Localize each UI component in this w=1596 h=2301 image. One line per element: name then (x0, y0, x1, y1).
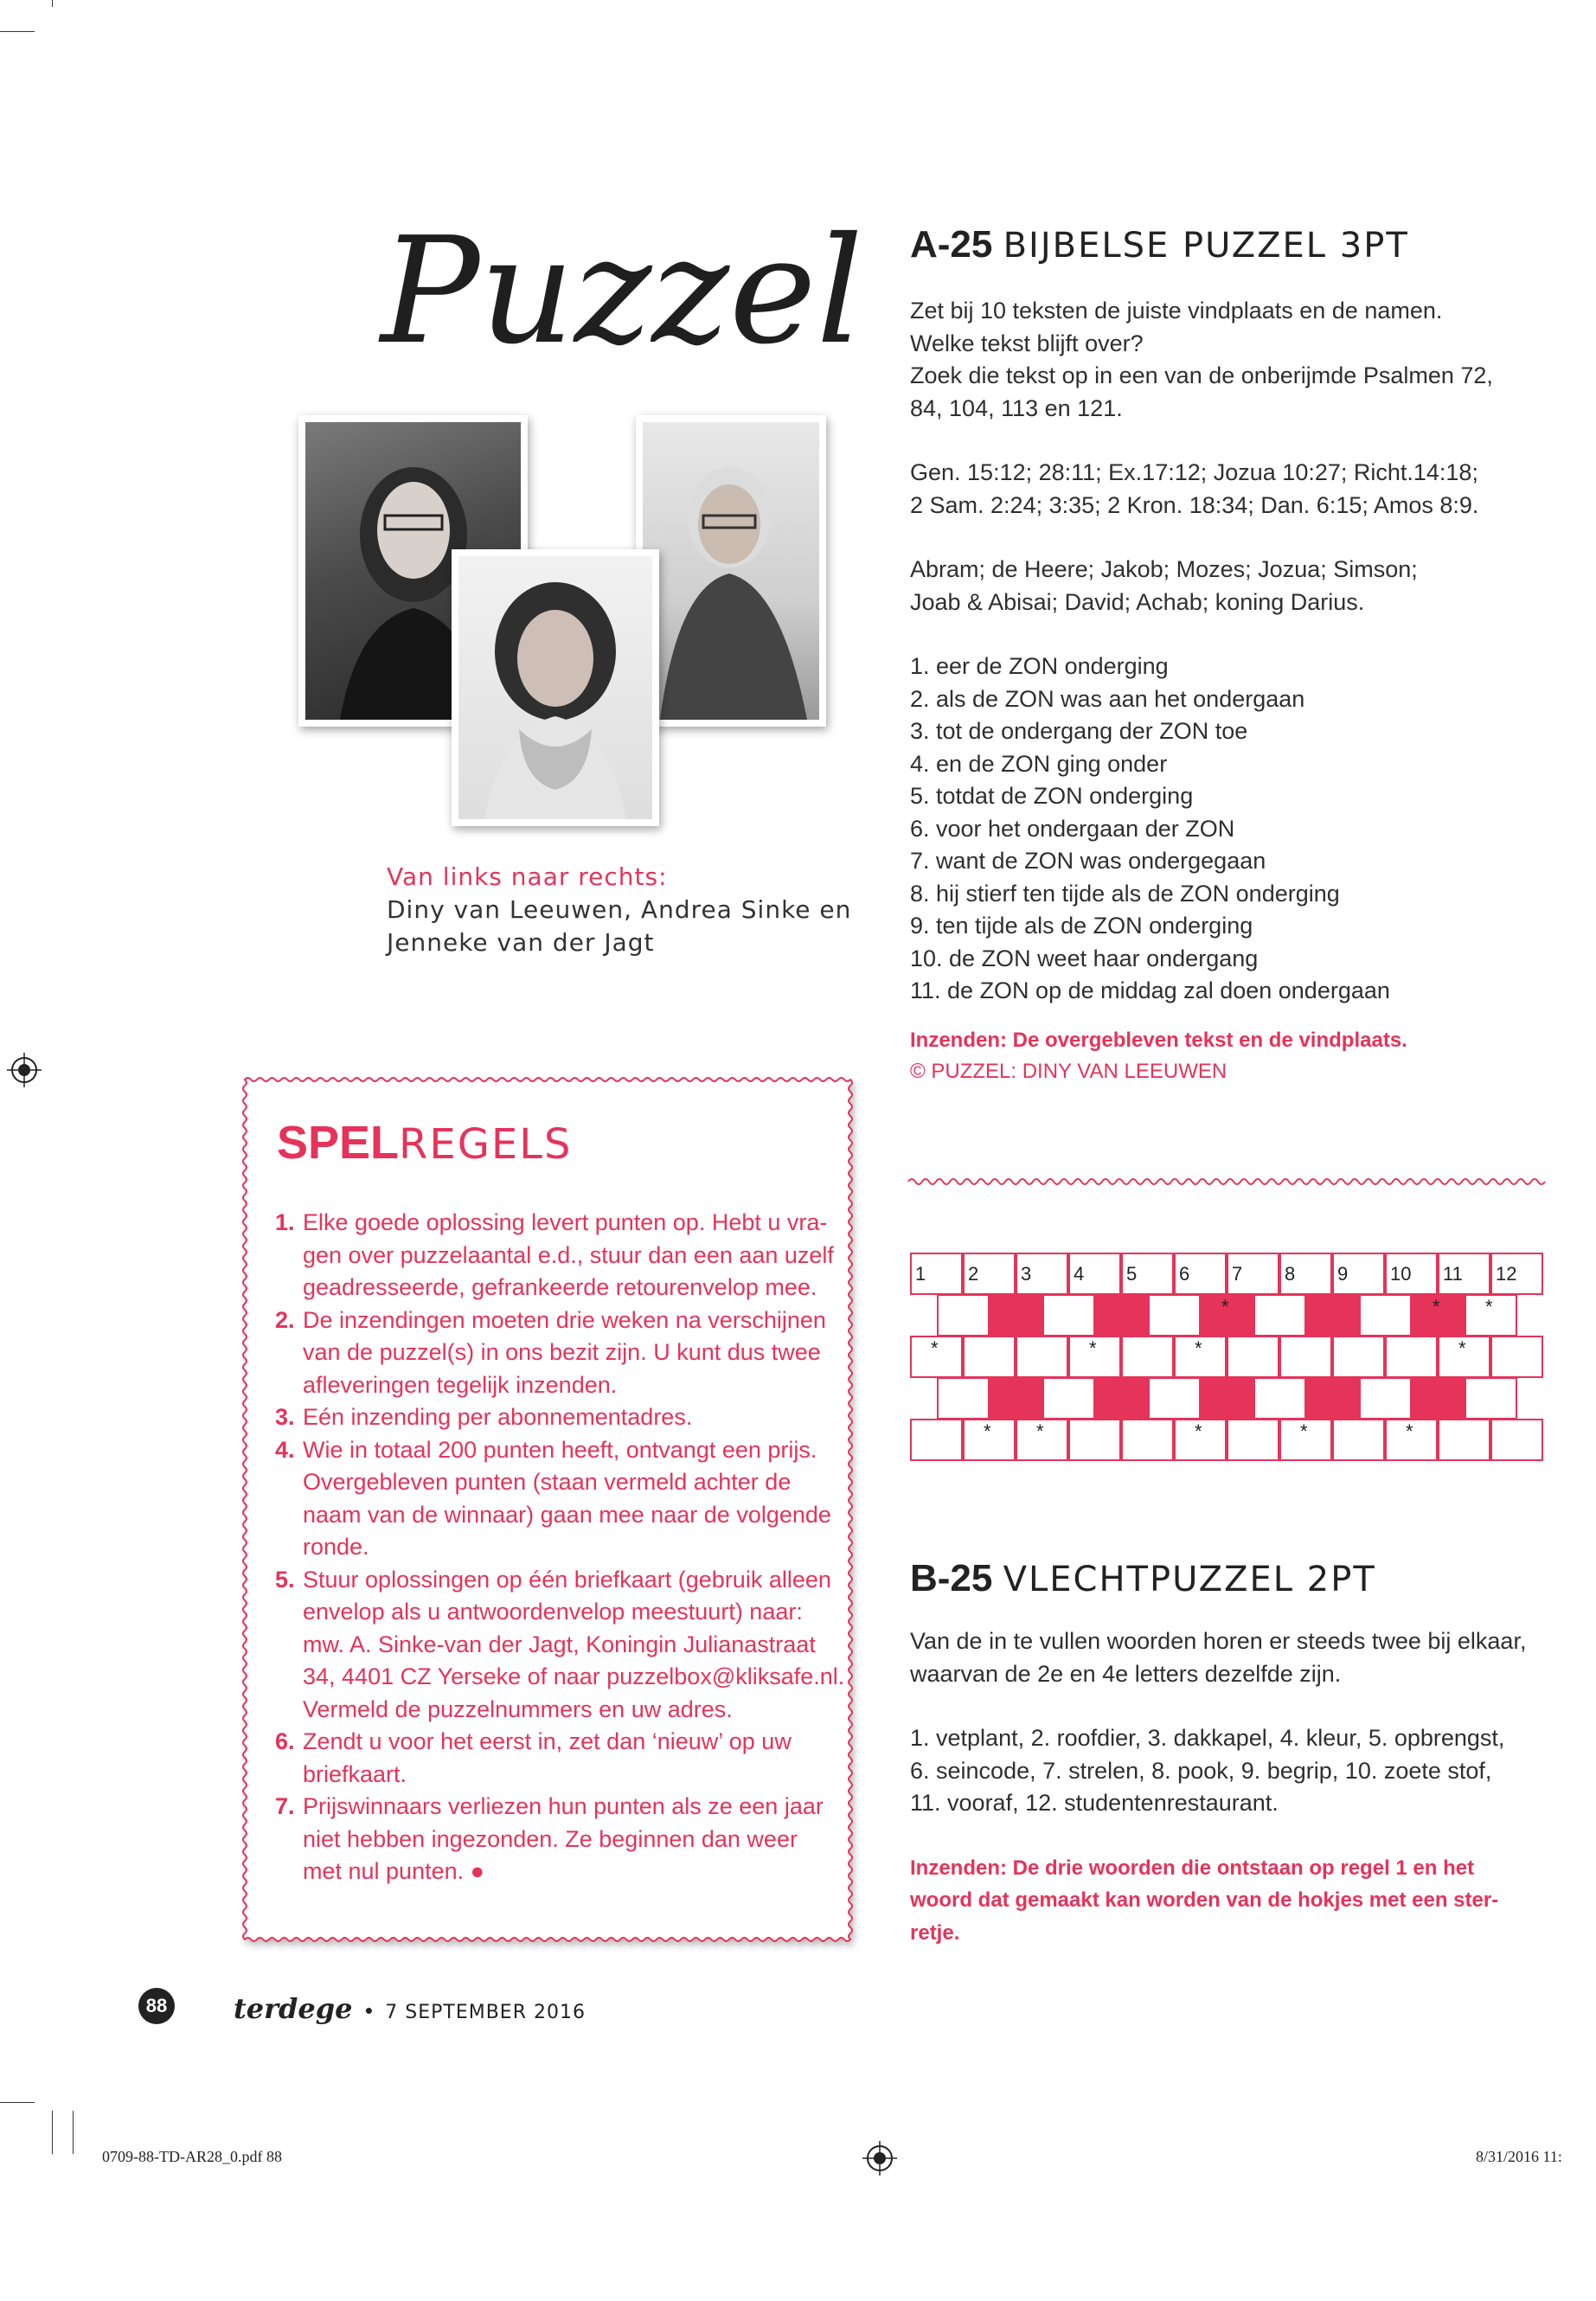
grid-cell-filled[interactable] (990, 1294, 1042, 1336)
photo-andrea (452, 549, 659, 826)
grid-cell[interactable] (1465, 1294, 1517, 1336)
grid-cell[interactable] (1068, 1253, 1121, 1295)
rule-line: envelop als u antwoordenvelop meestuurt) naar: (303, 1599, 803, 1625)
list-item: 5. totdat de ZON onderging (910, 783, 1194, 809)
rule-number: 2. (275, 1306, 295, 1333)
star-marker: * (1089, 1337, 1097, 1359)
list-item: 3. tot de ondergang der ZON toe (910, 718, 1248, 744)
grid-cell[interactable] (1121, 1419, 1174, 1461)
grid-cell[interactable] (963, 1253, 1016, 1295)
grid-cell[interactable] (910, 1419, 963, 1461)
star-marker: * (1458, 1337, 1466, 1359)
list-item: 1. eer de ZON onderging (910, 653, 1169, 679)
grid-cell[interactable] (1332, 1419, 1385, 1461)
rule-number: 5. (275, 1566, 295, 1593)
rules-title-bold: SPEL (277, 1117, 400, 1169)
puzzle-b-intro (910, 1625, 1550, 1690)
puzzle-b-submit (910, 1852, 1550, 1950)
grid-cell-filled[interactable] (1095, 1294, 1148, 1336)
names-line: Abram; de Heere; Jakob; Mozes; Jozua; Simson; (910, 556, 1418, 582)
puzzle-b-clues (910, 1722, 1550, 1820)
grid-number: 1 (915, 1263, 926, 1285)
puzzle-b-name: VLECHTPUZZEL 2PT (1003, 1560, 1376, 1599)
grid-number: 4 (1074, 1263, 1085, 1285)
list-item: 6. voor het ondergaan der ZON (910, 815, 1235, 842)
rule-item (275, 1726, 846, 1791)
grid-cell[interactable] (1279, 1336, 1332, 1378)
grid-number: 11 (1443, 1263, 1463, 1285)
grid-cell[interactable] (1490, 1419, 1543, 1461)
intro-line: Zoek die tekst op in een van de onberijmde Psalmen 72, (910, 362, 1493, 388)
list-item: 11. de ZON op de middag zal doen ondergaan (910, 977, 1390, 1003)
rule-text (303, 1726, 792, 1791)
grid-cell[interactable] (1016, 1336, 1068, 1378)
reference-line: 2 Sam. 2:24; 3:35; 2 Kron. 18:34; Dan. 6:15; Amos 8:9. (910, 491, 1479, 518)
rule-text (303, 1304, 826, 1402)
star-marker: * (984, 1420, 991, 1442)
star-marker: * (931, 1337, 939, 1359)
puzzle-b-code: B-25 (910, 1557, 993, 1599)
rule-item (275, 1401, 846, 1434)
rule-item (275, 1434, 846, 1564)
rule-item (275, 1304, 846, 1402)
grid-cell[interactable] (1438, 1253, 1490, 1295)
magazine-name: terdege (234, 1992, 353, 2025)
puzzle-b (910, 1557, 1550, 1949)
grid-number: 3 (1021, 1263, 1032, 1285)
rule-line: niet hebben ingezonden. Ze beginnen dan weer (303, 1825, 798, 1852)
rule-line: afleveringen tegelijk inzenden. (303, 1371, 618, 1398)
rule-number: 6. (275, 1728, 295, 1754)
caption-intro: Van links naar rechts: (387, 862, 668, 891)
caption-names: Diny van Leeuwen, Andrea Sinke en (387, 895, 852, 924)
footer-bullet: • (364, 1997, 373, 2023)
wave-line (908, 1179, 1545, 1184)
crop-mark (52, 0, 53, 7)
grid-cell[interactable] (1385, 1419, 1438, 1461)
issue-date: 7 SEPTEMBER 2016 (385, 2002, 586, 2023)
submit-instruction: Inzenden: De drie woorden die ontstaan op regel 1 en het (910, 1856, 1475, 1880)
print-slug-file: 0709-88-TD-AR28_0.pdf 88 (102, 2148, 282, 2165)
list-item: 7. want de ZON was ondergegaan (910, 848, 1266, 874)
grid-cell[interactable] (1016, 1419, 1068, 1461)
caption-names: Jenneke van der Jagt (387, 928, 655, 957)
grid-cell[interactable] (1279, 1253, 1332, 1295)
grid-cell[interactable] (1227, 1253, 1279, 1295)
rule-line: Eén inzending per abonnementadres. (303, 1404, 693, 1430)
rule-line: mw. A. Sinke-van der Jagt, Koningin Julianastraat (303, 1631, 816, 1657)
rule-number: 4. (275, 1436, 295, 1463)
rule-text (303, 1401, 692, 1434)
star-marker: * (1195, 1420, 1202, 1442)
puzzle-credit: © PUZZEL: DINY VAN LEEUWEN (910, 1059, 1227, 1083)
rule-text (303, 1207, 834, 1304)
photo-jenneke (636, 415, 826, 727)
grid-cell[interactable] (1359, 1377, 1412, 1420)
registration-mark-icon (7, 1053, 42, 1087)
crop-mark (0, 2102, 35, 2103)
grid-cell[interactable] (1253, 1294, 1306, 1336)
grid-cell[interactable] (1385, 1336, 1438, 1378)
clue-line: 6. seincode, 7. strelen, 8. pook, 9. begrip, 10. zoete stof, (910, 1757, 1492, 1784)
star-marker: * (1300, 1420, 1308, 1442)
grid-cell[interactable] (963, 1419, 1016, 1461)
rule-line: Wie in totaal 200 punten heeft, ontvangt een prijs. (303, 1436, 817, 1463)
puzzle-a-names (910, 554, 1550, 619)
puzzle-a-intro (910, 295, 1550, 425)
rule-line: Stuur oplossingen op één briefkaart (gebruik alleen (303, 1566, 831, 1593)
rule-text (303, 1564, 844, 1727)
rule-line: Elke goede oplossing levert punten op. Hebt u vra- (303, 1209, 828, 1235)
clue-line: 11. vooraf, 12. studentenrestaurant. (910, 1790, 1279, 1816)
rule-line: De inzendingen moeten drie weken na verschijnen (303, 1306, 826, 1333)
list-item: 2. als de ZON was aan het ondergaan (910, 685, 1305, 712)
grid-cell[interactable] (1490, 1336, 1543, 1378)
rules-list (275, 1207, 846, 1888)
rule-line: Overgebleven punten (staan vermeld achter de (303, 1469, 792, 1495)
grid-cell[interactable] (910, 1253, 963, 1295)
grid-cell-filled[interactable] (1095, 1377, 1148, 1420)
print-slug-date: 8/31/2016 11: (1476, 2148, 1562, 2165)
rule-line: geadresseerde, gefrankeerde retourenvelop mee. (303, 1274, 817, 1300)
intro-line: Van de in te vullen woorden horen er steeds twee bij elkaar, (910, 1628, 1527, 1654)
list-item: 8. hij stierf ten tijde als de ZON onderging (910, 880, 1340, 907)
puzzle-a-items (910, 651, 1550, 1008)
puzzle-a-code: A-25 (910, 223, 993, 266)
crop-mark (52, 2111, 53, 2154)
photo-caption (387, 861, 851, 959)
grid-cell[interactable] (1332, 1336, 1385, 1378)
grid-cell[interactable] (1385, 1253, 1438, 1295)
grid-cell-filled[interactable] (1201, 1294, 1253, 1336)
rule-item (275, 1564, 846, 1727)
rule-line: gen over puzzelaantal e.d., stuur dan een aan uzelf (303, 1241, 834, 1268)
grid-cell[interactable] (1174, 1336, 1227, 1378)
grid-cell[interactable] (937, 1377, 990, 1420)
rule-line: 34, 4401 CZ Yerseke of naar puzzelbox@kliksafe.nl. (303, 1663, 845, 1689)
rules-title-rest: REGELS (399, 1120, 573, 1169)
rule-line: Vermeld de puzzelnummers en uw adres. (303, 1695, 733, 1722)
star-marker: * (1433, 1296, 1440, 1317)
list-item: 4. en de ZON ging onder (910, 750, 1168, 777)
crop-mark (0, 31, 35, 32)
page-number-badge: 88 (138, 1988, 175, 2024)
rule-line: naam van de winnaar) gaan mee naar de volgende (303, 1501, 831, 1528)
puzzle-a-footer (910, 1025, 1550, 1087)
grid-cell[interactable] (1016, 1253, 1068, 1295)
grid-number: 5 (1126, 1263, 1138, 1285)
grid-cell[interactable] (1068, 1419, 1121, 1461)
grid-cell[interactable] (1174, 1419, 1227, 1461)
rule-item (275, 1791, 846, 1888)
intro-line: Zet bij 10 teksten de juiste vindplaats en de namen. (910, 298, 1443, 324)
star-marker: * (1406, 1420, 1413, 1442)
intro-line: waarvan de 2e en 4e letters dezelfde zijn. (910, 1660, 1342, 1687)
portrait-image (643, 422, 819, 720)
rule-text (303, 1791, 824, 1888)
crop-mark (73, 2111, 74, 2154)
grid-cell[interactable] (1121, 1253, 1174, 1295)
grid-cell[interactable] (1227, 1336, 1279, 1378)
grid-cell[interactable] (937, 1294, 990, 1336)
wavy-divider (908, 1172, 1548, 1191)
grid-cell[interactable] (910, 1336, 963, 1378)
grid-cell-filled[interactable] (1412, 1377, 1465, 1420)
puzzle-a-heading (910, 223, 1550, 267)
grid-cell[interactable] (1148, 1377, 1201, 1420)
rule-number: 3. (275, 1404, 295, 1430)
grid-cell-filled[interactable] (1412, 1294, 1465, 1336)
registration-mark-icon (862, 2141, 897, 2176)
rule-line: briefkaart. (303, 1760, 407, 1787)
grid-cell[interactable] (1490, 1253, 1543, 1295)
rule-line: Prijswinnaars verliezen hun punten als ze een jaar (303, 1793, 824, 1819)
grid-cell[interactable] (963, 1336, 1016, 1378)
list-item: 10. de ZON weet haar ondergang (910, 945, 1259, 971)
reference-line: Gen. 15:12; 28:11; Ex.17:12; Jozua 10:27; Richt.14:18; (910, 459, 1478, 485)
rule-line: met nul punten. ● (303, 1858, 484, 1884)
list-item: 9. ten tijde als de ZON onderging (910, 913, 1253, 939)
rule-text (303, 1434, 831, 1564)
star-marker: * (1485, 1296, 1493, 1317)
submit-instruction: Inzenden: De overgebleven tekst en de vindplaats. (910, 1028, 1407, 1052)
rule-number: 1. (275, 1209, 295, 1235)
grid-cell-filled[interactable] (1306, 1294, 1359, 1336)
grid-cell[interactable] (1174, 1253, 1227, 1295)
grid-cell[interactable] (1359, 1294, 1412, 1336)
puzzle-a (910, 223, 1550, 1087)
grid-cell[interactable] (1042, 1294, 1095, 1336)
page-title-text: Puzzel (381, 206, 863, 377)
puzzle-a-references (910, 457, 1550, 522)
star-marker: * (1221, 1296, 1229, 1317)
grid-cell[interactable] (1042, 1377, 1095, 1420)
grid-cell[interactable] (1332, 1253, 1385, 1295)
star-marker: * (1195, 1337, 1202, 1359)
grid-cell[interactable] (1068, 1336, 1121, 1378)
rule-line: van de puzzel(s) in ons bezit zijn. U kunt dus twee (303, 1339, 821, 1365)
grid-number: 9 (1337, 1263, 1349, 1285)
grid-cell-filled[interactable] (990, 1377, 1042, 1420)
grid-cell-filled[interactable] (1201, 1377, 1253, 1420)
grid-cell-filled[interactable] (1306, 1377, 1359, 1420)
intro-line: Welke tekst blijft over? (910, 330, 1144, 356)
rule-number: 7. (275, 1793, 295, 1819)
grid-number: 12 (1496, 1263, 1517, 1285)
magazine-footer (234, 1992, 586, 2025)
grid-cell[interactable] (1438, 1419, 1490, 1461)
grid-cell[interactable] (1148, 1294, 1201, 1336)
grid-number: 10 (1390, 1263, 1412, 1285)
puzzle-a-name: BIJBELSE PUZZEL 3PT (1003, 226, 1409, 266)
grid-number: 2 (968, 1263, 979, 1285)
star-marker: * (1036, 1420, 1044, 1442)
grid-cell[interactable] (1253, 1377, 1306, 1420)
grid-cell[interactable] (1227, 1419, 1279, 1461)
grid-number: 7 (1232, 1263, 1243, 1285)
grid-cell[interactable] (1465, 1377, 1517, 1420)
submit-instruction: retje. (910, 1920, 960, 1945)
grid-cell[interactable] (1279, 1419, 1332, 1461)
names-line: Joab & Abisai; David; Achab; koning Darius. (910, 588, 1365, 615)
grid-number: 8 (1285, 1263, 1296, 1285)
intro-line: 84, 104, 113 en 121. (910, 394, 1123, 421)
rule-line: Zendt u voor het eerst in, zet dan ‘nieuw’ op uw (303, 1728, 792, 1754)
submit-instruction: woord dat gemaakt kan worden van de hokjes met een ster- (910, 1888, 1499, 1912)
grid-cell[interactable] (1121, 1336, 1174, 1378)
page-title (372, 177, 863, 385)
clue-line: 1. vetplant, 2. roofdier, 3. dakkapel, 4. kleur, 5. opbrengst, (910, 1725, 1505, 1751)
portrait-image (458, 556, 652, 819)
rule-item (275, 1207, 846, 1304)
rules-title (277, 1116, 572, 1170)
grid-number: 6 (1179, 1263, 1190, 1285)
grid-cell[interactable] (1438, 1336, 1490, 1378)
rule-line: ronde. (303, 1534, 369, 1560)
puzzle-b-heading (910, 1557, 1550, 1601)
